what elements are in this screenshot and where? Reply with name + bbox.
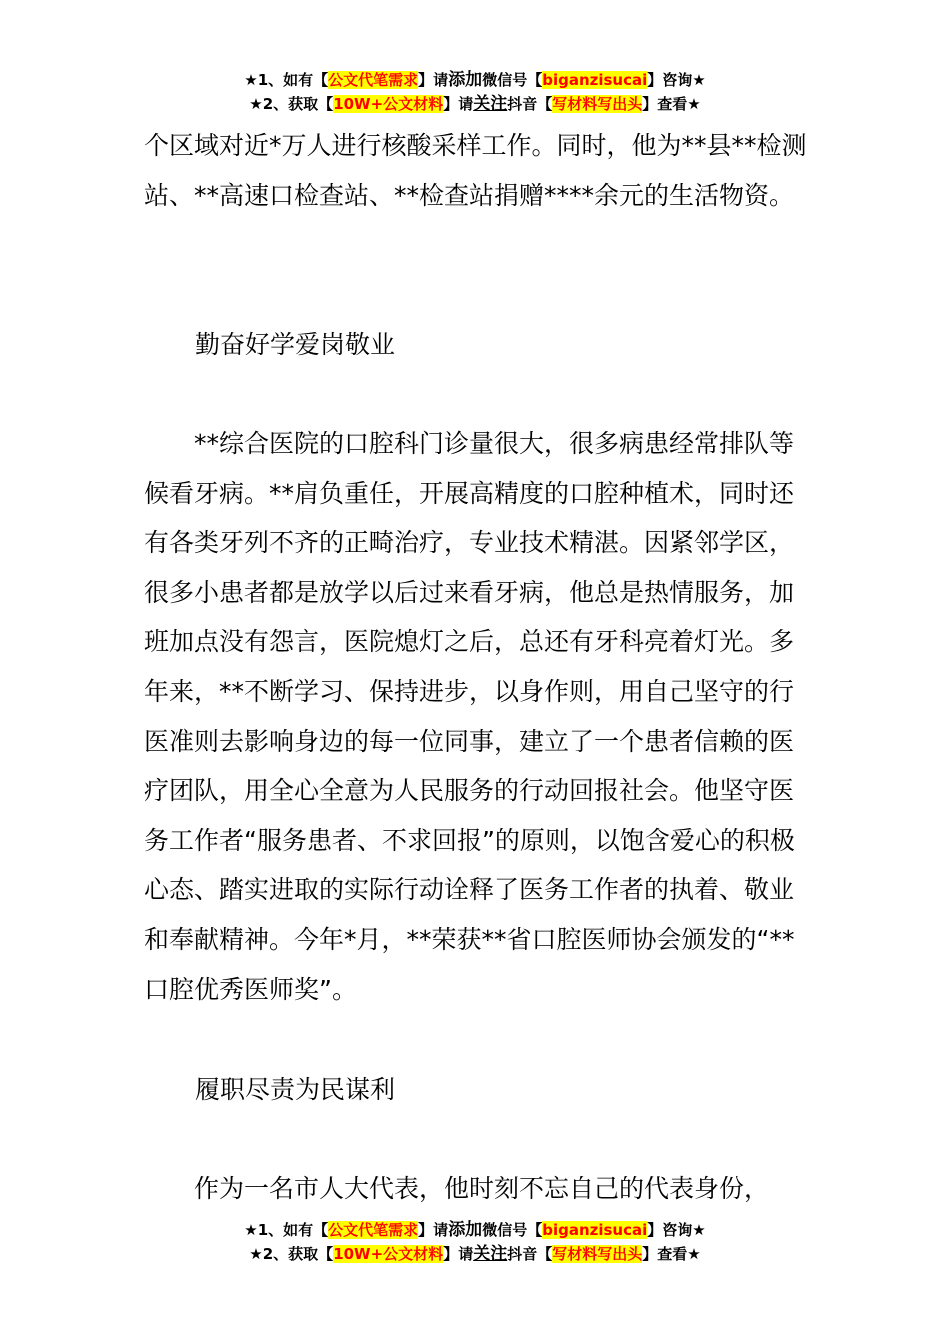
paragraph-3 bbox=[144, 1164, 808, 1214]
banner-text: 】咨询★ bbox=[647, 71, 706, 89]
footer-banner bbox=[0, 1218, 950, 1266]
paragraph-text: 作为一名市人大代表，他时刻不忘自己的代表身份， bbox=[194, 1174, 770, 1203]
banner-emphasis: 关注 bbox=[473, 94, 508, 114]
banner-highlight: biganzisucai bbox=[542, 71, 648, 89]
banner-text: 抖音【 bbox=[507, 95, 553, 113]
banner-text: ★2、获取【 bbox=[249, 95, 334, 113]
banner-text: 抖音【 bbox=[507, 1245, 553, 1263]
banner-highlight: 公文代笔需求 bbox=[328, 1221, 419, 1239]
banner-emphasis: 添加 bbox=[448, 1220, 483, 1240]
banner-line-1 bbox=[0, 1218, 950, 1242]
banner-emphasis: 添加 bbox=[448, 70, 483, 90]
banner-text: 】请 bbox=[418, 71, 449, 89]
header-banner bbox=[0, 68, 950, 116]
banner-text: 】请 bbox=[443, 1245, 474, 1263]
banner-line-2 bbox=[0, 92, 950, 116]
banner-highlight: 10W+公文材料 bbox=[333, 1245, 444, 1263]
banner-highlight: 10W+公文材料 bbox=[333, 95, 444, 113]
banner-text: ★2、获取【 bbox=[249, 1245, 334, 1263]
paragraph-text: 个区域对近*万人进行核酸采样工作。同时，他为**县**检测站、**高速口检查站、**检查站捐赠****余元的生活物资。 bbox=[144, 131, 807, 210]
banner-highlight: 写材料写出头 bbox=[552, 1245, 643, 1263]
banner-highlight: biganzisucai bbox=[542, 1221, 648, 1239]
banner-text: ★1、如有【 bbox=[244, 71, 329, 89]
banner-line-1 bbox=[0, 68, 950, 92]
banner-line-2 bbox=[0, 1242, 950, 1266]
banner-text: 】咨询★ bbox=[647, 1221, 706, 1239]
paragraph-2 bbox=[144, 419, 808, 1014]
section-heading-1: 勤奋好学爱岗敬业 bbox=[195, 330, 396, 359]
section-heading-2: 履职尽责为民谋利 bbox=[195, 1075, 396, 1104]
paragraph-1 bbox=[144, 121, 808, 220]
banner-text: 】请 bbox=[418, 1221, 449, 1239]
banner-text: 】查看★ bbox=[642, 95, 701, 113]
banner-highlight: 写材料写出头 bbox=[552, 95, 643, 113]
banner-highlight: 公文代笔需求 bbox=[328, 71, 419, 89]
banner-text: 】请 bbox=[443, 95, 474, 113]
banner-text: 】查看★ bbox=[642, 1245, 701, 1263]
banner-text: 微信号【 bbox=[482, 71, 543, 89]
banner-emphasis: 关注 bbox=[473, 1244, 508, 1264]
banner-text: ★1、如有【 bbox=[244, 1221, 329, 1239]
banner-text: 微信号【 bbox=[482, 1221, 543, 1239]
paragraph-text: **综合医院的口腔科门诊量很大，很多病患经常排队等候看牙病。**肩负重任，开展高精度的口腔种植术，同时还有各类牙列不齐的正畸治疗，专业技术精湛。因紧邻学区，很多小患者都是放学以后过来看牙病，他总是热情服务，加班加点没有怨言，医院熄灯之后，总还有牙科亮着灯光。多年来，**不断学习、保持进步，以身作则，用自己坚守的行医准则去影响身边的每一位同事，建立了一个患者信赖的医疗团队，用全心全意为人民服务的行动回报社会。他坚守医务工作者“服务患者、不求回报”的原则，以饱含爱心的积极心态、踏实进取的实际行动诠释了医务工作者的执着、敬业和奉献精神。今年*月，**荣获**省口腔医师协会颁发的“**口腔优秀医师奖”。 bbox=[144, 429, 795, 1004]
